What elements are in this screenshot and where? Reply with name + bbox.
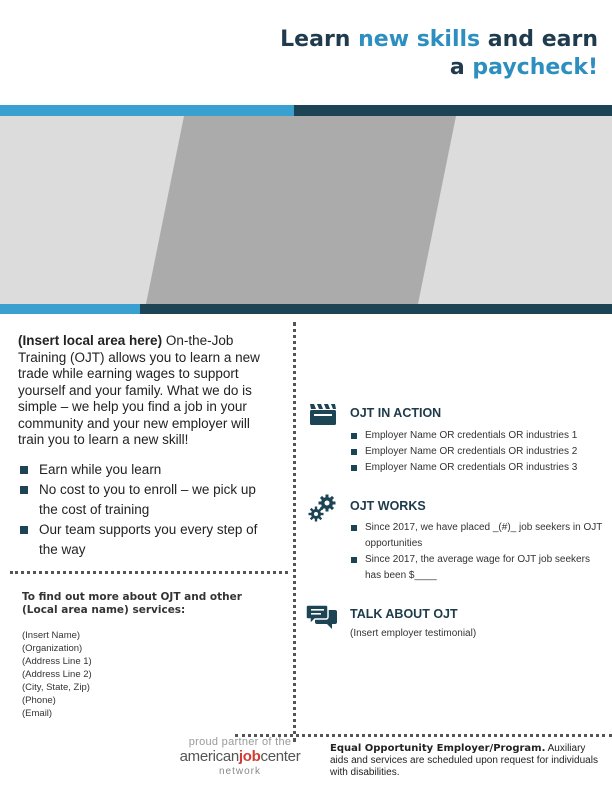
- section-title-ojt-in-action: OJT IN ACTION: [350, 406, 442, 420]
- contact-organization: (Organization): [22, 643, 83, 654]
- hero-image-placeholder: [0, 116, 612, 304]
- vertical-divider: [293, 322, 296, 742]
- ojt-works-list: [350, 520, 605, 584]
- ojt-in-action-list: [350, 428, 605, 476]
- intro-text: On-the-Job Training (OJT) allows you to learn a new trade while earning wages to support yourself and your family. What we do is simple – we help you find a job in your community and your new employer will train you to learn a new skill!: [18, 333, 260, 447]
- headline-line-2: a paycheck!: [449, 55, 598, 80]
- contact-address-1: (Address Line 1): [22, 656, 92, 667]
- eeo-heading: Equal Opportunity Employer/Program.: [330, 743, 546, 754]
- gears-icon: [308, 493, 336, 523]
- logo-wordmark: americanjobcenter: [179, 748, 301, 765]
- testimonial-text: (Insert employer testimonial): [350, 628, 477, 639]
- list-item: Our team supports you every step of the way: [18, 520, 278, 560]
- horizontal-divider: [10, 571, 288, 574]
- american-job-center-logo: [175, 736, 305, 777]
- list-item: Earn while you learn: [18, 460, 278, 480]
- contact-city-state-zip: (City, State, Zip): [22, 682, 90, 693]
- list-item: Employer Name OR credentials OR industries 3: [350, 460, 605, 476]
- list-item: Since 2017, we have placed _(#)_ job seekers in OJT opportunities: [350, 520, 605, 552]
- headline-highlight-1: new skills: [358, 27, 481, 52]
- hero-parallelogram-graphic: [0, 116, 612, 304]
- top-dark-bar: [294, 105, 612, 116]
- clapperboard-icon: [309, 402, 337, 426]
- logo-tagline: proud partner of the: [188, 736, 292, 748]
- intro-paragraph: [18, 333, 273, 449]
- bottom-dark-bar: [140, 304, 612, 314]
- list-item: No cost to you to enroll – we pick up the cost of training: [18, 480, 278, 520]
- benefits-list: [18, 460, 278, 560]
- headline-highlight-2: paycheck!: [472, 55, 598, 80]
- info-title: To find out more about OJT and other (Local area name) services:: [22, 591, 242, 616]
- section-title-talk-about-ojt: TALK ABOUT OJT: [350, 607, 458, 621]
- contact-email: (Email): [22, 708, 53, 719]
- headline-line-1: Learn new skills and earn: [280, 27, 598, 52]
- equal-opportunity-statement: Equal Opportunity Employer/Program. Auxiliary aids and services are scheduled upon request for individuals with disabilities.: [330, 743, 598, 778]
- logo-network: network: [218, 766, 261, 777]
- top-accent-bar: [0, 105, 294, 116]
- contact-address-2: (Address Line 2): [22, 669, 92, 680]
- contact-phone: (Phone): [22, 695, 56, 706]
- intro-local-area: (Insert local area here): [18, 333, 163, 348]
- page-headline: [178, 26, 598, 82]
- contact-block: [22, 629, 272, 720]
- speech-bubbles-icon: [306, 604, 338, 630]
- list-item: Employer Name OR credentials OR industries 2: [350, 444, 605, 460]
- bottom-accent-bar: [0, 304, 140, 314]
- list-item: Employer Name OR credentials OR industries 1: [350, 428, 605, 444]
- list-item: Since 2017, the average wage for OJT job seekers has been $____: [350, 552, 605, 584]
- contact-name: (Insert Name): [22, 630, 81, 641]
- section-title-ojt-works: OJT WORKS: [350, 499, 426, 513]
